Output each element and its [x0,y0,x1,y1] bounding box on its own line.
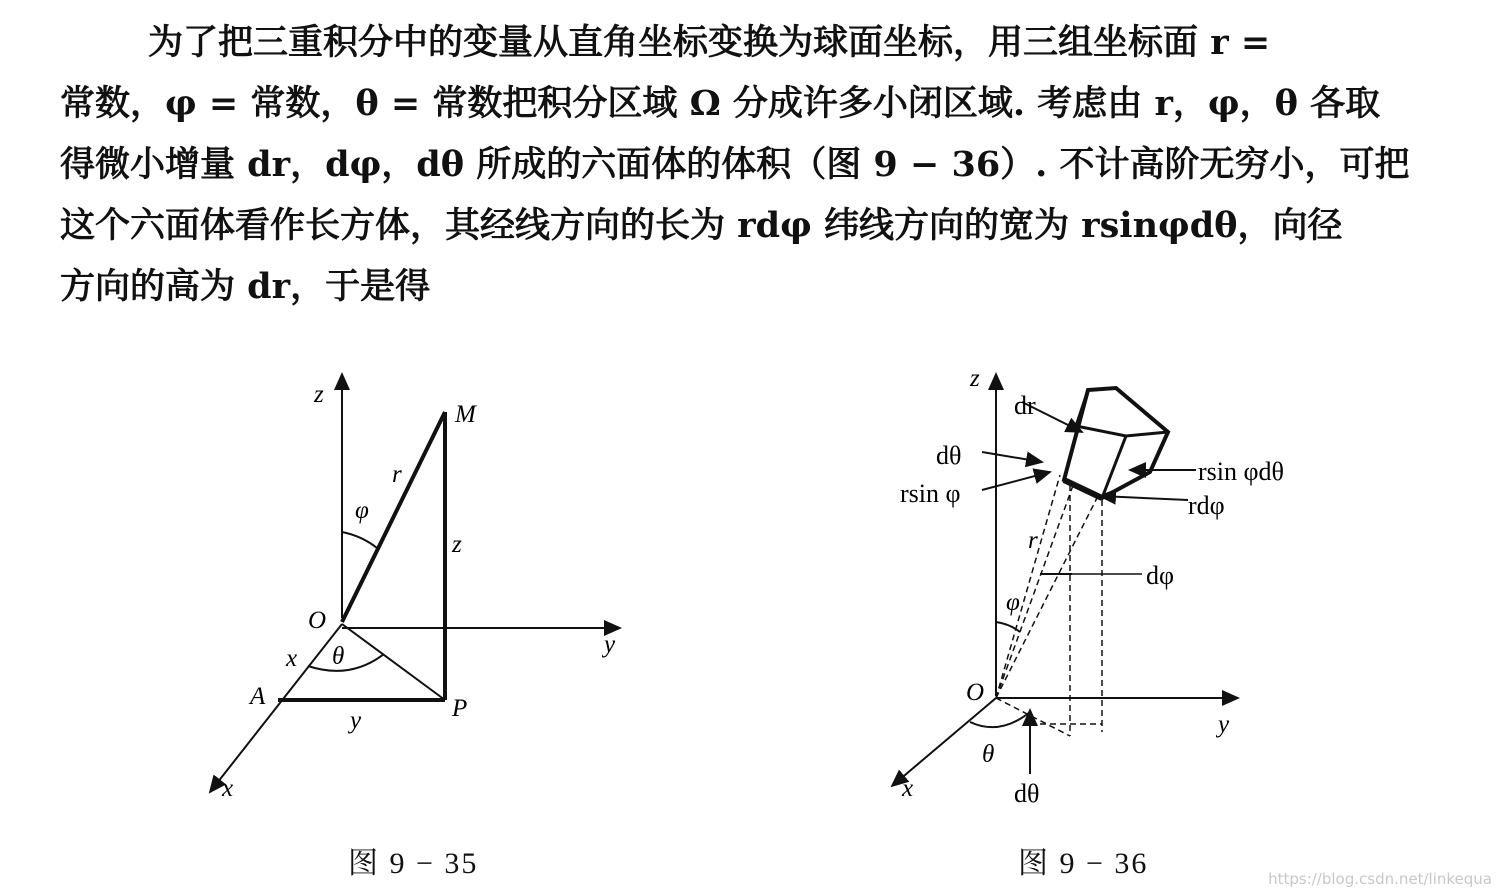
fig35-label-y-axis: y [604,631,616,658]
fig36-label-dr: dr [1014,391,1036,420]
paragraph-line-2: 常数，φ = 常数，θ = 常数把积分区域 Ω 分成许多小闭区域. 考虑由 r，φ，θ 各取 [60,83,1381,124]
fig36-label-theta: θ [982,741,995,768]
fig36-label-dphi: dφ [1146,561,1175,590]
fig35-label-A: A [250,683,266,710]
fig36-label-O: O [966,679,985,706]
fig35-label-x-seg: x [286,645,298,672]
fig36-label-rsinphidtheta: rsin φdθ [1198,457,1284,486]
fig35-x-axis [210,624,345,792]
fig36-label-z-axis: z [970,365,980,392]
watermark: https://blog.csdn.net/linkequa [1268,870,1492,888]
fig36-cube-outline [1064,388,1168,498]
figure-9-36-caption: 图 9 − 36 [1018,847,1149,880]
fig35-label-O: O [308,607,327,634]
fig36-label-rdphi: rdφ [1188,491,1225,520]
paragraph-line-4: 这个六面体看作长方体，其经线方向的长为 rdφ 纬线方向的宽为 rsinφdθ，向径 [60,205,1343,246]
fig36-label-x-axis: x [902,775,914,802]
fig36-label-rsinphi: rsin φ [900,479,961,508]
fig36-arrow-dtheta [982,452,1042,462]
paragraph-line-1: 为了把三重积分中的变量从直角坐标变换为球面坐标，用三组坐标面 r = [148,22,1271,63]
fig35-op-line [342,624,445,700]
fig35-label-theta: θ [332,643,345,670]
fig36-ray-3 [996,475,1060,698]
fig35-label-r: r [392,461,402,488]
fig35-label-M: M [455,401,476,428]
fig36-arrow-rsinphi [982,472,1050,490]
fig36-theta-arc [970,712,1030,727]
figure-9-35 [180,360,660,810]
fig35-label-phi: φ [355,497,369,524]
fig35-theta-arc [308,654,384,671]
figure-9-36 [870,360,1330,810]
paragraph-line-3: 得微小增量 dr，dφ，dθ 所成的六面体的体积（图 9 − 36）. 不计高阶无穷小，可把 [60,144,1410,185]
fig36-label-dtheta-top: dθ [936,441,962,470]
fig36-label-phi: φ [1006,589,1020,616]
fig35-label-z-height: z [452,531,462,558]
figure-9-35-caption: 图 9 − 35 [348,847,479,880]
fig35-label-y-seg: y [350,707,362,734]
fig35-label-P: P [452,695,468,722]
fig35-phi-arc [342,532,377,548]
fig35-label-x-axis: x [222,775,234,802]
fig36-label-y-axis: y [1218,711,1230,738]
paragraph-line-5: 方向的高为 dr，于是得 [60,266,431,307]
fig35-label-z-axis: z [314,381,324,408]
fig36-label-r: r [1028,527,1038,554]
fig36-x-axis [892,698,996,786]
fig36-volume-element [1064,388,1168,498]
fig36-arrow-rdphi [1100,496,1188,500]
fig36-label-dtheta-bottom: dθ [1014,779,1040,808]
body-paragraph [60,12,1460,317]
fig36-base-1 [996,698,1070,736]
